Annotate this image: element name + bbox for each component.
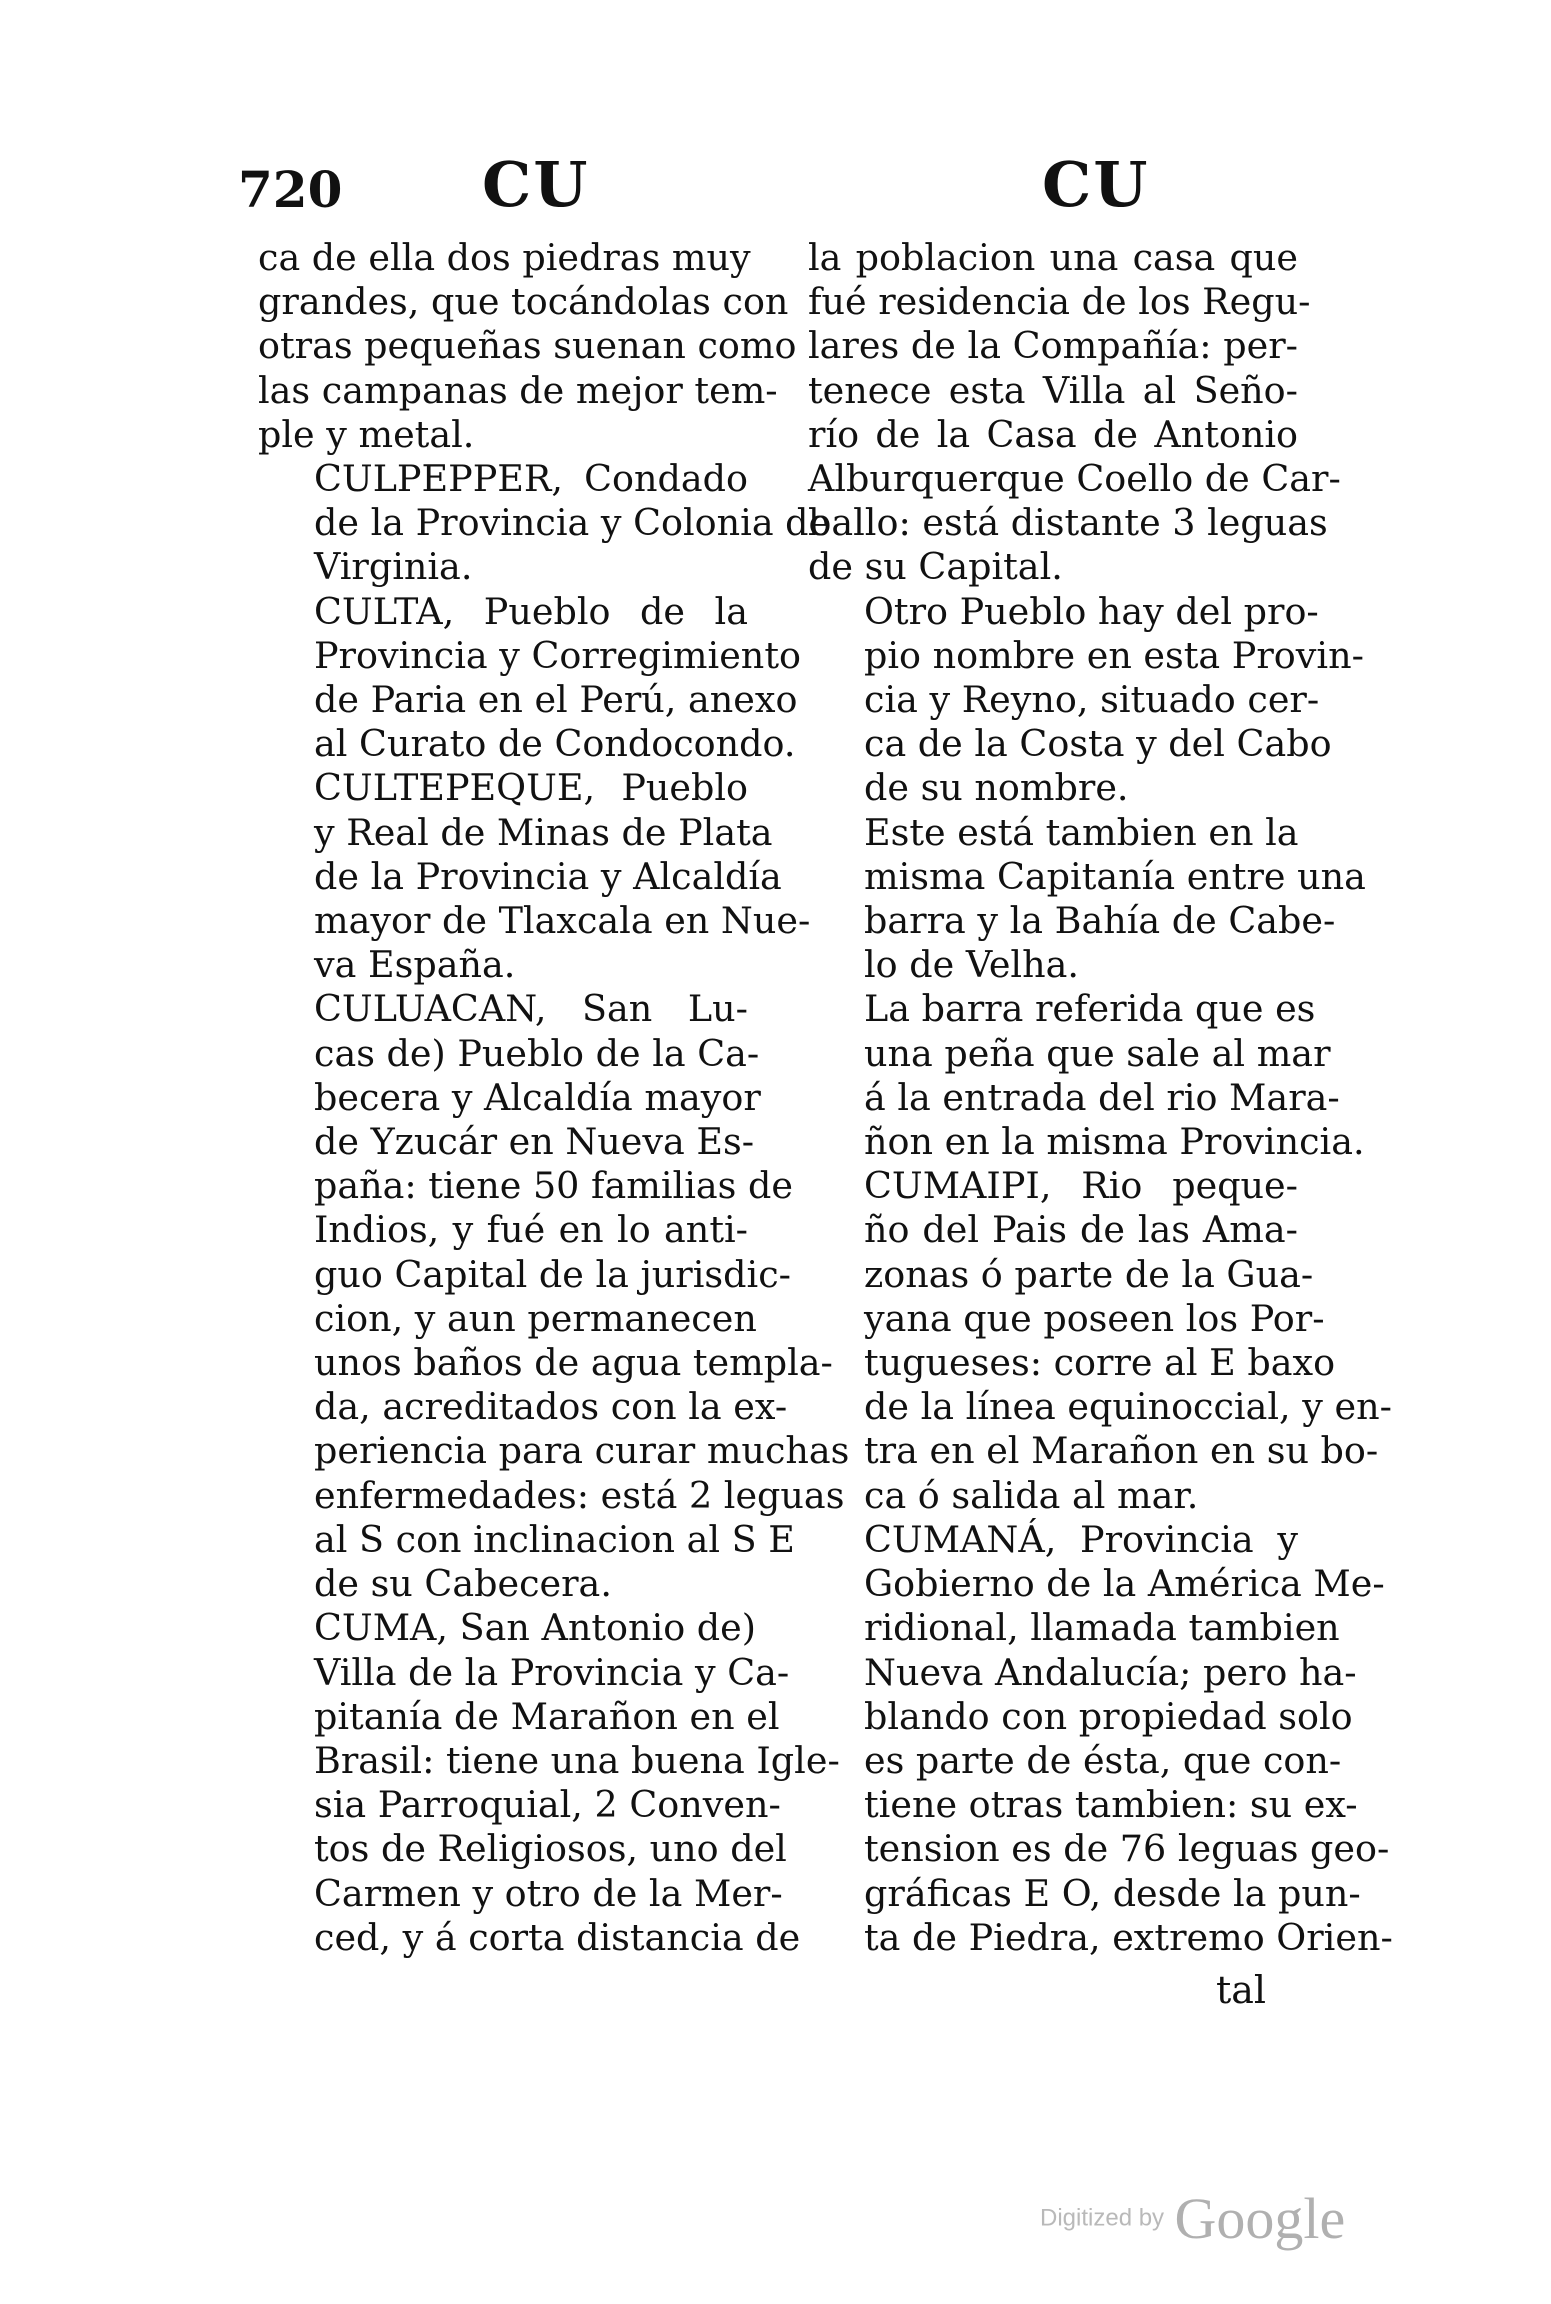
- text-line: la poblacion una casa que: [808, 236, 1298, 279]
- running-head-right: CU: [1042, 148, 1150, 221]
- text-line: tra en el Marañon en su bo-: [864, 1429, 1379, 1473]
- text-line: al Curato de Condocondo.: [314, 722, 796, 766]
- text-line: misma Capitanía entre una: [864, 854, 1366, 898]
- text-line: de la línea equinoccial, y en-: [864, 1385, 1392, 1429]
- text-line: da, acreditados con la ex-: [314, 1385, 788, 1429]
- text-line: de su nombre.: [864, 766, 1129, 810]
- text-line: tugueses: corre al E baxo: [864, 1341, 1336, 1385]
- dictionary-entry: [258, 1606, 840, 1960]
- text-line: grandes, que tocándolas con: [258, 280, 789, 324]
- text-line: gráficas E O, desde la pun-: [864, 1871, 1361, 1915]
- text-line: y Real de Minas de Plata: [314, 810, 773, 854]
- text-line: guo Capital de la jurisdic-: [314, 1252, 791, 1296]
- text-line: tension es de 76 leguas geo-: [864, 1827, 1390, 1871]
- text-line: de la Provincia y Colonia de: [314, 501, 831, 545]
- text-line: unos baños de agua templa-: [314, 1341, 833, 1385]
- text-line: de la Provincia y Alcaldía: [314, 854, 782, 898]
- dictionary-entry: [808, 1164, 1392, 1518]
- text-line: Alburquerque Coello de Car-: [808, 457, 1341, 501]
- dictionary-entry: [808, 589, 1364, 811]
- dictionary-entry: [258, 589, 801, 767]
- text-line: ca de la Costa y del Cabo: [864, 722, 1332, 766]
- text-line: lo de Velha.: [864, 943, 1079, 987]
- text-line: periencia para curar muchas: [314, 1429, 850, 1473]
- text-line: mayor de Tlaxcala en Nue-: [314, 899, 811, 943]
- dictionary-entry: [258, 987, 850, 1606]
- text-line: CUMAIPI, Rio peque-: [864, 1164, 1298, 1208]
- text-line: ta de Piedra, extremo Orien-: [864, 1915, 1393, 1959]
- text-line: enfermedades: está 2 leguas: [314, 1473, 845, 1517]
- text-line: Virginia.: [314, 545, 473, 589]
- text-line: una peña que sale al mar: [864, 1031, 1331, 1075]
- text-line: de Paria en el Perú, anexo: [314, 678, 798, 722]
- dictionary-entry: [808, 1517, 1393, 1960]
- text-line: otras pequeñas suenan como: [258, 324, 797, 368]
- text-line: ple y metal.: [258, 412, 475, 456]
- text-line: ca de ella dos piedras muy: [258, 236, 751, 279]
- text-line: á la entrada del rio Mara-: [864, 1075, 1340, 1119]
- right-text-column: [808, 236, 1393, 1960]
- text-line: Carmen y otro de la Mer-: [314, 1871, 783, 1915]
- text-line: ballo: está distante 3 leguas: [808, 501, 1328, 545]
- text-line: tenece esta Villa al Seño-: [808, 368, 1298, 412]
- running-head-left: CU: [482, 148, 590, 221]
- text-line: pitanía de Marañon en el: [314, 1694, 780, 1738]
- text-line: va España.: [314, 943, 516, 987]
- text-line: ñon en la misma Provincia.: [864, 1120, 1365, 1164]
- text-line: La barra referida que es: [864, 987, 1316, 1031]
- text-line: las campanas de mejor tem-: [258, 368, 778, 412]
- text-line: CULPEPPER, Condado: [314, 457, 748, 501]
- text-line: Indios, y fué en lo anti-: [314, 1208, 748, 1252]
- text-line: CUMANÁ, Provincia y: [864, 1517, 1298, 1561]
- text-line: cas de) Pueblo de la Ca-: [314, 1031, 760, 1075]
- text-line: Provincia y Corregimiento: [314, 633, 801, 677]
- text-line: CULTA, Pueblo de la: [314, 589, 748, 633]
- text-line: tos de Religiosos, uno del: [314, 1827, 787, 1871]
- dictionary-entry: [808, 810, 1366, 988]
- text-line: ridional, llamada tambien: [864, 1606, 1340, 1650]
- text-line: lares de la Compañía: per-: [808, 324, 1298, 368]
- text-line: CULTEPEQUE, Pueblo: [314, 766, 748, 810]
- dictionary-entry: [258, 766, 811, 987]
- text-line: de Yzucár en Nueva Es-: [314, 1120, 755, 1164]
- text-line: fué residencia de los Regu-: [808, 280, 1311, 324]
- text-line: pio nombre en esta Provin-: [864, 633, 1364, 677]
- text-line: es parte de ésta, que con-: [864, 1738, 1342, 1782]
- text-line: blando con propiedad solo: [864, 1694, 1353, 1738]
- text-line: Este está tambien en la: [864, 810, 1299, 854]
- text-line: tiene otras tambien: su ex-: [864, 1783, 1358, 1827]
- text-line: Brasil: tiene una buena Igle-: [314, 1738, 840, 1782]
- text-line: cia y Reyno, situado cer-: [864, 678, 1320, 722]
- text-line: Gobierno de la América Me-: [864, 1562, 1385, 1606]
- text-line: yana que poseen los Por-: [864, 1296, 1325, 1340]
- text-line: de su Capital.: [808, 545, 1063, 589]
- text-line: paña: tiene 50 familias de: [314, 1164, 793, 1208]
- text-line: ño del Pais de las Ama-: [864, 1208, 1298, 1252]
- dictionary-entry: [258, 457, 831, 590]
- text-line: ca ó salida al mar.: [864, 1473, 1199, 1517]
- text-line: ced, y á corta distancia de: [314, 1915, 801, 1959]
- continued-paragraph: [808, 236, 1341, 590]
- text-line: sia Parroquial, 2 Conven-: [314, 1783, 781, 1827]
- text-line: río de la Casa de Antonio: [808, 412, 1298, 456]
- dictionary-entry: [808, 987, 1365, 1164]
- continued-paragraph: [258, 236, 797, 457]
- text-line: zonas ó parte de la Gua-: [864, 1252, 1314, 1296]
- text-line: barra y la Bahía de Cabe-: [864, 899, 1336, 943]
- google-logo: Google: [1174, 2186, 1346, 2251]
- text-line: Otro Pueblo hay del pro-: [864, 589, 1319, 633]
- text-line: cion, y aun permanecen: [314, 1296, 757, 1340]
- text-line: CULUACAN, San Lu-: [314, 987, 748, 1031]
- catchword: tal: [1216, 1968, 1267, 2012]
- text-line: becera y Alcaldía mayor: [314, 1075, 761, 1119]
- text-line: CUMA, San Antonio de): [314, 1606, 756, 1650]
- text-line: Villa de la Provincia y Ca-: [314, 1650, 790, 1694]
- left-text-column: [258, 236, 850, 1960]
- text-line: Nueva Andalucía; pero ha-: [864, 1650, 1357, 1694]
- digitized-watermark: [1040, 2185, 1345, 2252]
- watermark-prefix: Digitized by: [1040, 2204, 1165, 2232]
- text-line: de su Cabecera.: [314, 1562, 612, 1606]
- text-line: al S con inclinacion al S E: [314, 1517, 795, 1561]
- page-number: 720: [238, 160, 343, 219]
